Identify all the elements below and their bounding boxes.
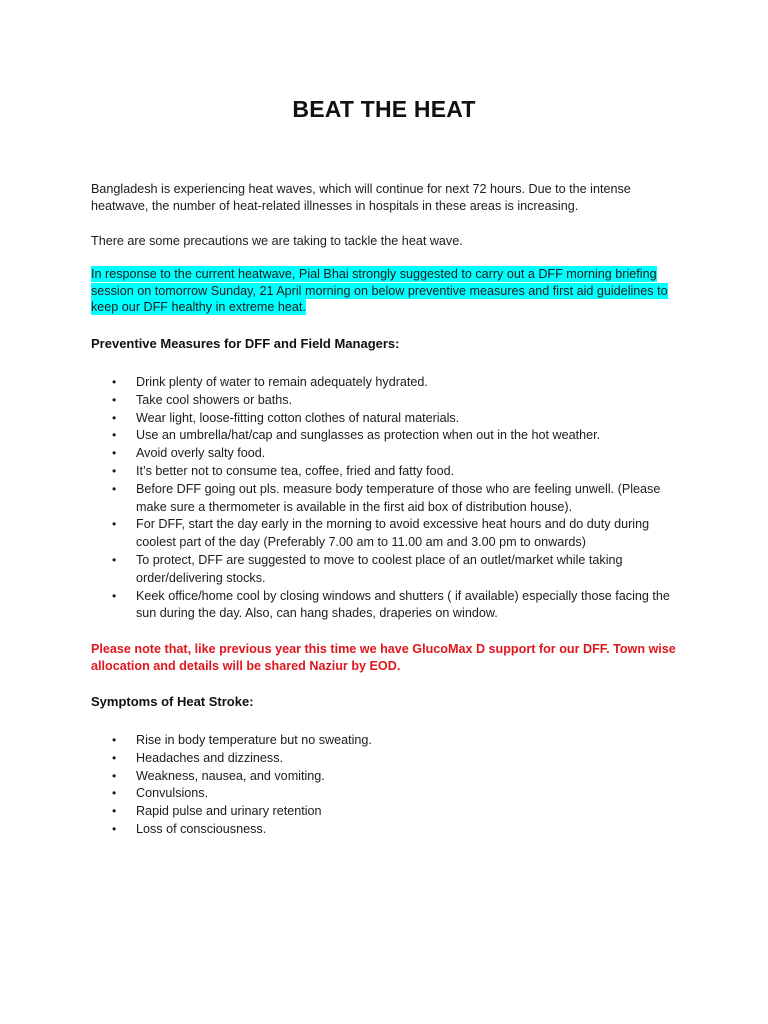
list-item: [0, 768, 676, 786]
list-item: [0, 821, 676, 839]
list-item-text: Take cool showers or baths.: [136, 392, 293, 407]
list-item-text: Keek office/home cool by closing windows and shutters ( if available) especially those facing the sun during the day. Also, can hang shades, draperies on window.: [136, 588, 670, 621]
list-item-text: Rapid pulse and urinary retention: [136, 804, 322, 819]
bullet-icon: •: [112, 481, 117, 496]
list-item: [0, 552, 676, 588]
bullet-icon: •: [112, 588, 117, 603]
list-item: [0, 750, 676, 768]
list-item-text: Drink plenty of water to remain adequately hydrated.: [136, 375, 428, 389]
list-item: [0, 516, 676, 552]
preventive-measures-heading: Preventive Measures for DFF and Field Managers:: [91, 336, 400, 351]
symptoms-heading: Symptoms of Heat Stroke:: [91, 694, 254, 709]
precautions-paragraph: There are some precautions we are taking to tackle the heat wave.: [91, 234, 463, 248]
list-item-text: Loss of consciousness.: [136, 821, 267, 836]
list-item: [0, 392, 676, 410]
bullet-icon: •: [112, 410, 117, 425]
bullet-icon: •: [112, 733, 117, 747]
bullet-icon: •: [112, 804, 117, 819]
list-item: [0, 374, 676, 392]
list-item-text: It’s better not to consume tea, coffee, fried and fatty food.: [136, 463, 455, 478]
bullet-icon: •: [112, 821, 117, 836]
list-item: [0, 803, 676, 821]
bullet-icon: •: [112, 750, 117, 765]
list-item: [0, 785, 676, 803]
intro-paragraph: Bangladesh is experiencing heat waves, which will continue for next 72 hours. Due to the intense heatwave, the number of heat-related illnesses in hospitals in these areas is increasing.: [91, 182, 631, 213]
list-item: [0, 463, 676, 481]
list-item-text: To protect, DFF are suggested to move to coolest place of an outlet/market while taking order/delivering stocks.: [136, 552, 623, 585]
list-item-text: Rise in body temperature but no sweating.: [136, 733, 372, 747]
bullet-icon: •: [112, 375, 117, 389]
list-item-text: Wear light, loose-fitting cotton clothes of natural materials.: [136, 410, 460, 425]
bullet-icon: •: [112, 463, 117, 478]
highlighted-note-text: In response to the current heatwave, Pial Bhai strongly suggested to carry out a DFF morning briefing session on tomorrow Sunday, 21 April morning on below preventive measures and first aid guidelines to keep our DFF healthy in extreme heat.: [91, 267, 668, 314]
list-item: [0, 445, 676, 463]
bullet-icon: •: [112, 428, 117, 443]
glucomax-notice: Please note that, like previous year this time we have GlucoMax D support for our DFF. Town wise allocation and details will be shared Naziur by EOD.: [91, 642, 676, 673]
bullet-icon: •: [112, 392, 117, 407]
list-item-text: Weakness, nausea, and vomiting.: [136, 768, 325, 783]
preventive-measures-list: [0, 374, 768, 623]
bullet-icon: •: [112, 517, 117, 532]
list-item-text: Headaches and dizziness.: [136, 750, 284, 765]
list-item-text: Use an umbrella/hat/cap and sunglasses as protection when out in the hot weather.: [136, 428, 601, 443]
list-item-text: Convulsions.: [136, 786, 209, 801]
list-item-text: Avoid overly salty food.: [136, 446, 266, 461]
bullet-icon: •: [112, 768, 117, 783]
list-item-text: For DFF, start the day early in the morning to avoid excessive heat hours and do duty during coolest part of the day (Preferably 7.00 am to 11.00 am and 3.00 pm to onwards): [136, 517, 650, 550]
bullet-icon: •: [112, 552, 117, 567]
symptoms-list: [0, 732, 768, 839]
bullet-icon: •: [112, 786, 117, 801]
highlighted-note-paragraph: [91, 266, 681, 316]
list-item: [0, 481, 676, 517]
list-item-text: Before DFF going out pls. measure body temperature of those who are feeling unwell. (Please make sure a thermometer is available in the first aid box of distribution house).: [136, 481, 661, 514]
list-item: [0, 410, 676, 428]
bullet-icon: •: [112, 446, 117, 461]
list-item: [0, 588, 676, 624]
list-item: [0, 427, 676, 445]
document-title: BEAT THE HEAT: [292, 96, 476, 122]
list-item: [0, 732, 676, 750]
